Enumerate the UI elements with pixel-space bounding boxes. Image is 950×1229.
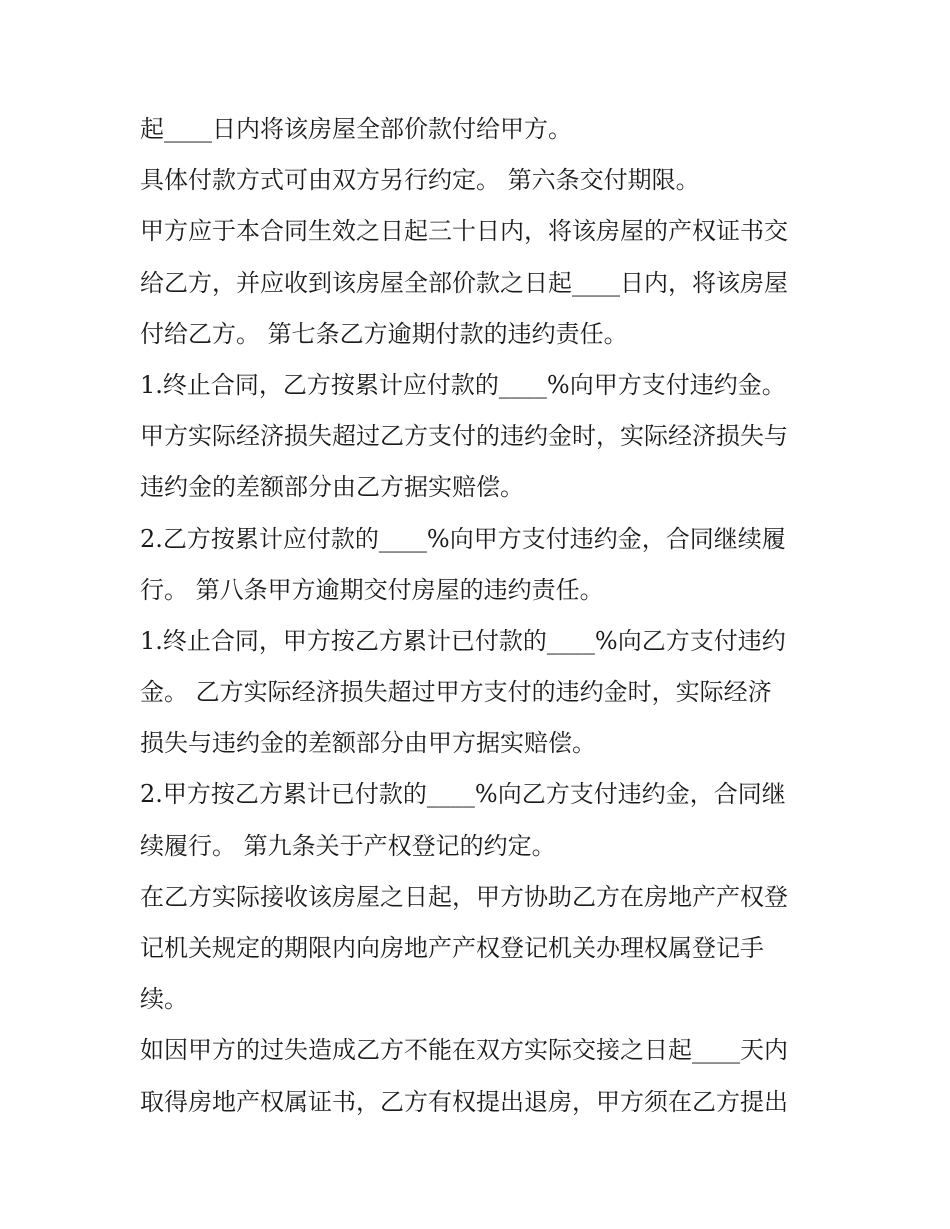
text-line: 违约金的差额部分由乙方据实赔偿。 — [140, 473, 524, 502]
text-line: 甲方实际经济损失超过乙方支付的违约金时，实际经济损失与 — [140, 422, 788, 451]
text-line: 如因甲方的过失造成乙方不能在双方实际交接之日起____天内 — [140, 1036, 788, 1065]
document-body — [140, 104, 830, 1128]
text-line: 2.甲方按乙方累计已付款的____%向乙方支付违约金，合同继 — [140, 780, 786, 809]
text-line: 具体付款方式可由双方另行约定。 第六条交付期限。 — [140, 166, 700, 195]
text-line: 甲方应于本合同生效之日起三十日内，将该房屋的产权证书交 — [140, 217, 788, 246]
text-line: 损失与违约金的差额部分由甲方据实赔偿。 — [140, 729, 596, 758]
text-line: 取得房地产权属证书，乙方有权提出退房，甲方须在乙方提出 — [140, 1087, 788, 1116]
text-line: 付给乙方。 第七条乙方逾期付款的违约责任。 — [140, 319, 628, 348]
text-line: 起____日内将该房屋全部价款付给甲方。 — [140, 115, 572, 143]
text-line: 记机关规定的期限内向房地产产权登记机关办理权属登记手 — [140, 934, 764, 962]
text-line: 1.终止合同，甲方按乙方累计已付款的____%向乙方支付违约 — [140, 626, 786, 655]
text-line: 金。 乙方实际经济损失超过甲方支付的违约金时，实际经济 — [140, 678, 772, 707]
text-line: 续。 — [140, 985, 188, 1014]
text-line: 给乙方，并应收到该房屋全部价款之日起____日内，将该房屋 — [140, 268, 788, 297]
text-line: 在乙方实际接收该房屋之日起，甲方协助乙方在房地产产权登 — [140, 882, 788, 911]
text-line: 2.乙方按累计应付款的____%向甲方支付违约金，合同继续履 — [140, 524, 786, 553]
text-line: 续履行。 第九条关于产权登记的约定。 — [140, 831, 556, 860]
text-line: 1.终止合同，乙方按累计应付款的____%向甲方支付违约金。 — [140, 370, 786, 399]
text-line: 行。 第八条甲方逾期交付房屋的违约责任。 — [140, 575, 604, 604]
